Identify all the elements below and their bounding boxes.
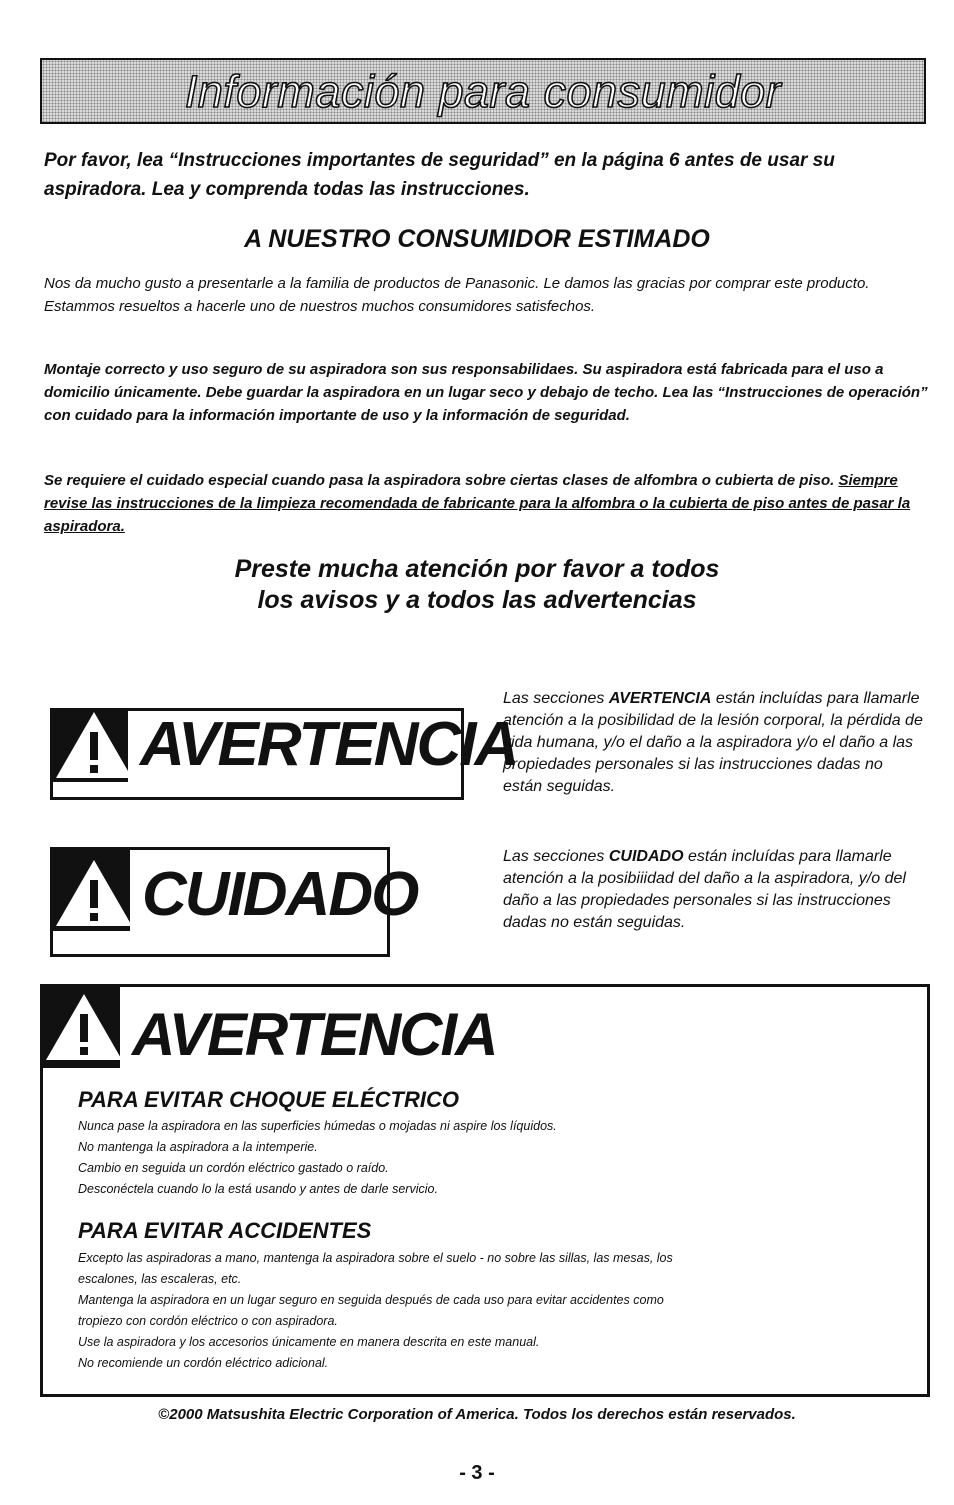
cuidado-desc-text: Las secciones <box>503 848 609 865</box>
list-item: Mantenga la aspiradora en un lugar seguro en seguida después de cada uso para evitar accidentes como <box>78 1293 664 1307</box>
avertencia-desc-text: Las secciones <box>503 690 609 707</box>
page-title: Información para consumidor <box>184 66 782 117</box>
list-item: Use la aspiradora y los accesorios únicamente en manera descrita en este manual. <box>78 1335 540 1349</box>
list-item: Excepto las aspiradoras a mano, mantenga la aspiradora sobre el suelo - no sobre las sillas, las mesas, los <box>78 1251 673 1265</box>
electric-shock-list <box>78 1116 918 1200</box>
avertencia-description <box>503 688 923 798</box>
carpet-care-underlined: Siempre revise las instrucciones de la limpieza recomendada de fabricante para la alfombra o la cubierta de piso antes de pasar la aspiradora. <box>44 472 911 535</box>
attention-heading <box>0 554 954 616</box>
accidents-heading: PARA EVITAR ACCIDENTES <box>78 1218 372 1243</box>
list-item: escalones, las escaleras, etc. <box>78 1272 242 1286</box>
page-number: - 3 - <box>459 1462 495 1484</box>
cuidado-desc-keyword: CUIDADO <box>608 848 684 865</box>
warning-box-label: AVERTENCIA <box>132 1001 497 1068</box>
list-item: No mantenga la aspiradora a la intemperie. <box>78 1140 318 1154</box>
cuidado-description <box>503 846 923 934</box>
consumer-heading: A NUESTRO CONSUMIDOR ESTIMADO <box>244 225 710 253</box>
list-item: Cambio en seguida un cordón eléctrico gastado o raído. <box>78 1161 389 1175</box>
list-item: tropiezo con cordón eléctrico o con aspiradora. <box>78 1314 338 1328</box>
attention-line-1: Preste mucha atención por favor a todos <box>234 555 720 583</box>
avertencia-desc-keyword: AVERTENCIA <box>608 690 712 707</box>
warning-triangle-icon <box>42 990 126 1064</box>
paragraph-welcome: Nos da mucho gusto a presentarle a la familia de productos de Panasonic. Le damos las gracias por comprar este producto. Estammos resueltos a hacerle uno de nuestros muchos consumidores satisfechos. <box>44 275 870 315</box>
list-item: Desconéctela cuando lo la está usando y antes de darle servicio. <box>78 1182 438 1196</box>
avertencia-desc-text-rest: están incluídas para llamarle atención a la posibilidad de la lesión corporal, la pérdida de vida humana, y/o el daño a la aspiradora y/o el daño a las propiedades personales si las instrucciones dadas no están seguidas. <box>503 690 923 795</box>
carpet-care-text: Se requiere el cuidado especial cuando pasa la aspiradora sobre ciertas clases de alfombra o cubierta de piso. <box>44 472 839 489</box>
title-banner <box>40 58 926 124</box>
electric-shock-heading: PARA EVITAR CHOQUE ELÉCTRICO <box>78 1087 459 1112</box>
avertencia-label-text: AVERTENCIA <box>140 710 518 779</box>
warning-triangle-icon <box>52 856 136 930</box>
accidents-list <box>78 1248 918 1374</box>
copyright: ©2000 Matsushita Electric Corporation of America. Todos los derechos están reservados. <box>158 1406 796 1423</box>
warning-triangle-icon <box>52 708 136 782</box>
list-item: No recomiende un cordón eléctrico adicional. <box>78 1356 329 1370</box>
intro-text: Por favor, lea “Instrucciones importantes de seguridad” en la página 6 antes de usar su aspiradora. Lea y comprenda todas las instrucciones. <box>44 150 835 200</box>
cuidado-label-text: CUIDADO <box>142 860 418 929</box>
attention-line-2: los avisos y a todos las advertencias <box>257 586 697 614</box>
paragraph-carpet-care <box>44 469 934 538</box>
list-item: Nunca pase la aspiradora en las superficies húmedas o mojadas ni aspire los líquidos. <box>78 1119 557 1133</box>
paragraph-responsibilities: Montaje correcto y uso seguro de su aspiradora son sus responsabilidaes. Su aspiradora está fabricada para el uso a domicilio únicamente. Debe guardar la aspiradora en un lugar seco y debajo de techo. Lea las “Instrucciones de operación” con cuidado para la información importante de uso y la información de seguridad. <box>44 361 928 424</box>
cuidado-desc-text-rest: están incluídas para llamarle atención a la posibiiidad del daño a la aspiradora, y/o del daño a las propiedades personales si las instrucciones dadas no están seguidas. <box>503 848 906 931</box>
